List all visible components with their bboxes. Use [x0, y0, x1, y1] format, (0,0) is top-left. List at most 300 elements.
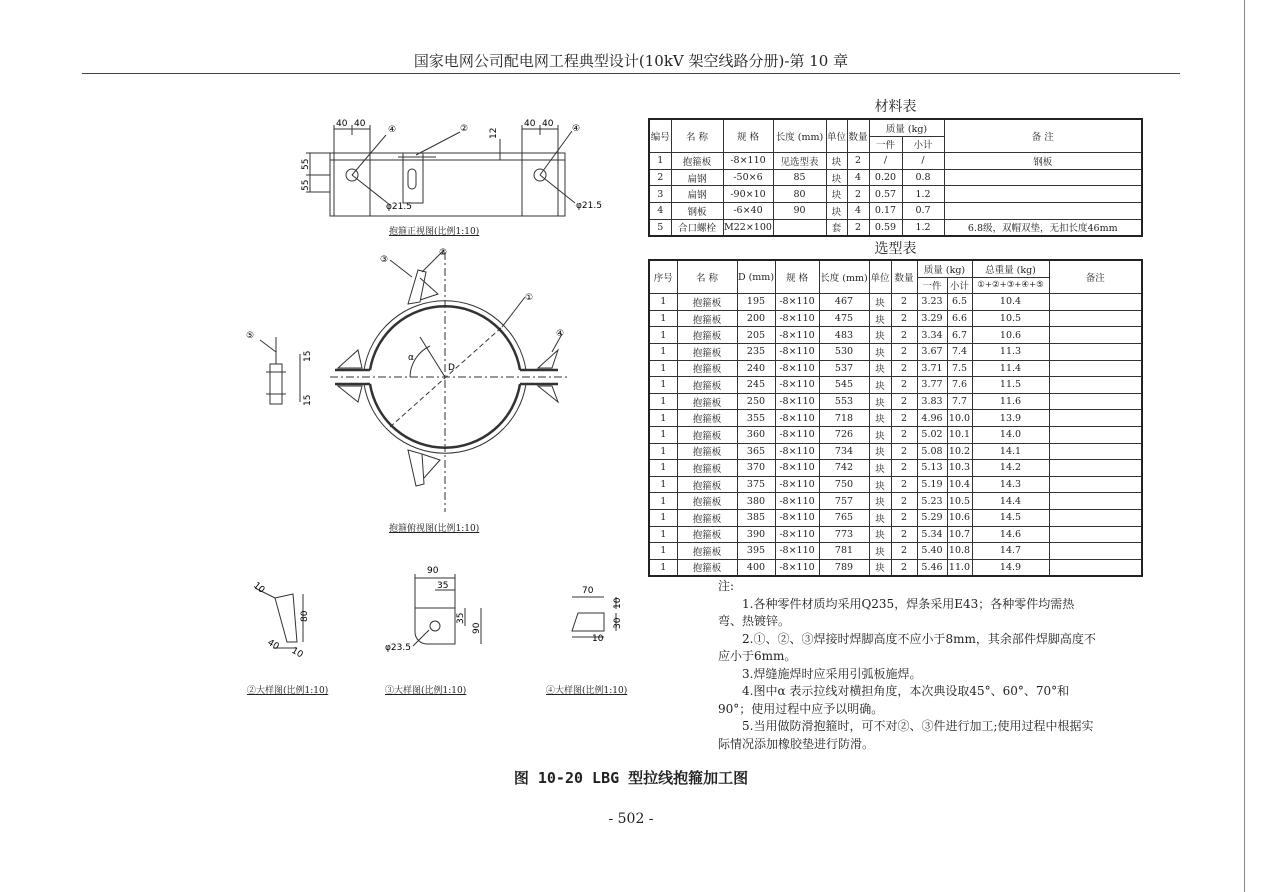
table-cell-remark [944, 202, 1142, 219]
table-cell-qty: 2 [891, 393, 917, 410]
front-view-caption: 抱箍正视图(比例1:10) [389, 227, 480, 237]
table-cell-unit: 块 [869, 327, 891, 344]
table-cell-sub: 0.8 [902, 169, 944, 186]
table-cell-each: 3.29 [917, 310, 947, 327]
detail-3-hole [430, 621, 440, 631]
table-cell-total: 13.9 [972, 410, 1049, 427]
table-cell-unit: 块 [826, 186, 847, 203]
table-cell-each: 5.19 [917, 476, 947, 493]
table-row [649, 377, 1142, 394]
table-cell-length: 789 [819, 559, 869, 576]
detail-4-caption: ④大样图(比例1:10) [546, 686, 628, 696]
callout-4-left: ④ [388, 125, 397, 135]
table-cell-remark [1049, 343, 1142, 360]
table-cell-qty: 2 [891, 310, 917, 327]
table-cell-unit: 块 [826, 169, 847, 186]
table-cell-spec: -8×110 [775, 377, 819, 394]
table-cell-length: 483 [819, 327, 869, 344]
selection-table [648, 259, 1143, 577]
table-cell-sub: 1.2 [902, 186, 944, 203]
table-cell-spec: -8×110 [775, 410, 819, 427]
table-cell-each: 5.34 [917, 526, 947, 543]
table-cell-total: 11.6 [972, 393, 1049, 410]
diameter-label: D [448, 363, 455, 373]
table-cell-no: 1 [649, 509, 677, 526]
table-cell-spec: -8×110 [775, 393, 819, 410]
table-row [649, 360, 1142, 377]
table-row [649, 543, 1142, 560]
table-cell-sub: 10.8 [947, 543, 972, 560]
selection-header-row [649, 260, 1142, 277]
table-cell-length: 见选型表 [773, 153, 826, 170]
table-cell-name: 抱箍板 [677, 327, 737, 344]
table-cell-name: 抱箍板 [677, 377, 737, 394]
table-cell-unit: 块 [826, 153, 847, 170]
table-cell-name: 抱箍板 [677, 310, 737, 327]
table-cell-length: 726 [819, 426, 869, 443]
table-cell-spec: -8×110 [723, 153, 773, 170]
table-cell-spec: -8×110 [775, 559, 819, 576]
table-cell-name: 抱箍板 [677, 443, 737, 460]
table-cell-no: 1 [649, 377, 677, 394]
table-cell-each: 3.67 [917, 343, 947, 360]
dim-35-b: 35 [456, 612, 466, 624]
table-cell-no: 3 [649, 186, 671, 203]
table-cell-no: 1 [649, 310, 677, 327]
table-cell-remark [944, 169, 1142, 186]
table-row [649, 153, 1142, 170]
table-cell-unit: 块 [869, 493, 891, 510]
table-cell-total: 14.5 [972, 509, 1049, 526]
header-qty: 数量 [847, 119, 869, 153]
table-cell-d: 235 [737, 343, 775, 360]
table-cell-remark [1049, 509, 1142, 526]
callout-2: ② [460, 124, 469, 134]
table-cell-unit: 块 [869, 393, 891, 410]
table-cell-no: 1 [649, 360, 677, 377]
table-cell-name: 抱箍板 [677, 559, 737, 576]
selection-table-title: 选型表 [874, 241, 917, 257]
table-cell-name: 抱箍板 [677, 493, 737, 510]
table-cell-unit: 块 [869, 543, 891, 560]
table-cell-sub: 10.5 [947, 493, 972, 510]
table-cell-remark [1049, 393, 1142, 410]
header-total: 总重量 (kg) [972, 260, 1049, 277]
table-cell-length: 545 [819, 377, 869, 394]
table-cell-remark [1049, 327, 1142, 344]
table-cell-total: 14.7 [972, 543, 1049, 560]
dim-80: 80 [300, 610, 310, 622]
phi-right: φ21.5 [576, 201, 602, 211]
header-mass: 质量 (kg) [869, 119, 944, 136]
table-row [649, 202, 1142, 219]
table-cell-unit: 块 [869, 509, 891, 526]
dim-55-b: 55 [301, 179, 311, 191]
table-cell-unit: 块 [869, 559, 891, 576]
table-cell-total: 14.0 [972, 426, 1049, 443]
table-cell-each: 3.71 [917, 360, 947, 377]
table-cell-sub: 10.4 [947, 476, 972, 493]
right-margin-rule [1244, 0, 1245, 892]
table-cell-no: 2 [649, 169, 671, 186]
table-row [649, 509, 1142, 526]
dim-90: 90 [427, 566, 439, 576]
table-cell-spec: -8×110 [775, 426, 819, 443]
table-row [649, 169, 1142, 186]
table-cell-each: 3.83 [917, 393, 947, 410]
table-cell-unit: 块 [869, 410, 891, 427]
table-cell-qty: 2 [891, 294, 917, 311]
table-row [649, 493, 1142, 510]
detail-3-drawing [385, 562, 495, 662]
table-cell-total: 11.3 [972, 343, 1049, 360]
dim-35-a: 35 [437, 581, 449, 591]
table-cell-sub: 11.0 [947, 559, 972, 576]
table-cell-unit: 块 [869, 460, 891, 477]
callout-4: ④ [556, 329, 565, 339]
note-item: 5.当用做防滑抱箍时，可不对②、③件进行加工;使用过程中根据实际情况添加橡胶垫进行防滑。 [718, 719, 1094, 751]
table-cell-remark: 6.8级，双帽双垫，无扣长度46mm [944, 219, 1142, 236]
table-cell-sub: 10.1 [947, 426, 972, 443]
table-cell-length: 773 [819, 526, 869, 543]
dim-40-c: 40 [524, 119, 536, 129]
table-cell-sub: 10.2 [947, 443, 972, 460]
table-cell-d: 205 [737, 327, 775, 344]
table-cell-length: 757 [819, 493, 869, 510]
header-no: 编号 [649, 119, 671, 153]
table-row [649, 343, 1142, 360]
table-cell-remark [1049, 443, 1142, 460]
table-cell-qty: 2 [891, 526, 917, 543]
table-cell-sub: 7.6 [947, 377, 972, 394]
dim-55-a: 55 [301, 158, 311, 170]
table-cell-qty: 2 [891, 410, 917, 427]
table-cell-remark [1049, 460, 1142, 477]
table-cell-spec: -8×110 [775, 343, 819, 360]
table-cell-no: 1 [649, 343, 677, 360]
dim-90-b: 90 [472, 622, 482, 634]
table-cell-each: 5.23 [917, 493, 947, 510]
table-cell-qty: 2 [891, 443, 917, 460]
table-cell-unit: 块 [869, 343, 891, 360]
dim-40: 40 [265, 637, 281, 653]
table-cell-remark [1049, 294, 1142, 311]
dim-15-b: 15 [303, 394, 313, 406]
dim-10: 10 [613, 597, 623, 609]
table-cell-d: 385 [737, 509, 775, 526]
table-cell-name: 抱箍板 [677, 410, 737, 427]
callout-1: ① [525, 293, 534, 303]
table-cell-sub: 7.7 [947, 393, 972, 410]
table-row [649, 426, 1142, 443]
table-cell-qty: 2 [891, 327, 917, 344]
table-cell-spec: -8×110 [775, 493, 819, 510]
callout-2: ② [439, 248, 448, 258]
table-cell-no: 1 [649, 327, 677, 344]
table-cell-spec: -90×10 [723, 186, 773, 203]
page-number: - 502 - [608, 811, 654, 827]
table-cell-unit: 块 [869, 377, 891, 394]
table-cell-sub: 7.5 [947, 360, 972, 377]
table-row [649, 310, 1142, 327]
phi-23-5: φ23.5 [385, 643, 411, 653]
table-cell-sub: 0.7 [902, 202, 944, 219]
table-cell-unit: 块 [869, 310, 891, 327]
callout-3: ③ [380, 255, 389, 265]
table-cell-name: 抱箍板 [677, 460, 737, 477]
phi-left: φ21.5 [386, 202, 412, 212]
table-cell-no: 1 [649, 476, 677, 493]
table-cell-name: 抱箍板 [677, 526, 737, 543]
table-cell-length [773, 219, 826, 236]
table-cell-total: 10.4 [972, 294, 1049, 311]
table-cell-spec: -8×110 [775, 294, 819, 311]
table-cell-length: 718 [819, 410, 869, 427]
header-length: 长度 (mm) [773, 119, 826, 153]
table-cell-total: 10.5 [972, 310, 1049, 327]
table-cell-spec: -8×110 [775, 526, 819, 543]
table-cell-name: 抱箍板 [677, 509, 737, 526]
table-cell-length: 475 [819, 310, 869, 327]
detail-4-plate [572, 613, 604, 631]
detail-2-caption: ②大样图(比例1:10) [247, 686, 329, 696]
table-cell-no: 1 [649, 426, 677, 443]
table-cell-total: 14.4 [972, 493, 1049, 510]
table-cell-d: 390 [737, 526, 775, 543]
table-cell-each: 3.23 [917, 294, 947, 311]
table-cell-qty: 4 [847, 169, 869, 186]
header-rule [82, 73, 1180, 74]
table-cell-qty: 2 [891, 559, 917, 576]
table-cell-unit: 块 [826, 202, 847, 219]
table-cell-each: 5.40 [917, 543, 947, 560]
table-cell-qty: 2 [847, 219, 869, 236]
table-cell-each: 3.34 [917, 327, 947, 344]
table-cell-length: 781 [819, 543, 869, 560]
detail-2-plate [275, 594, 297, 642]
table-cell-length: 553 [819, 393, 869, 410]
table-cell-d: 355 [737, 410, 775, 427]
table-cell-total: 14.9 [972, 559, 1049, 576]
table-cell-sub: 10.6 [947, 509, 972, 526]
callout-5: ⑤ [246, 331, 255, 341]
table-cell-length: 467 [819, 294, 869, 311]
header-mass: 质量 (kg) [917, 260, 972, 277]
dim-10-b: 10 [289, 645, 305, 660]
table-cell-length: 734 [819, 443, 869, 460]
table-cell-spec: -8×110 [775, 460, 819, 477]
notes-block [718, 578, 1098, 753]
table-cell-remark [1049, 476, 1142, 493]
table-cell-qty: 4 [847, 202, 869, 219]
table-cell-spec: -8×110 [775, 476, 819, 493]
table-cell-sub: 10.7 [947, 526, 972, 543]
table-cell-sub: 6.5 [947, 294, 972, 311]
dim-12: 12 [489, 127, 499, 139]
table-cell-sub: 6.6 [947, 310, 972, 327]
table-cell-no: 1 [649, 294, 677, 311]
table-cell-remark [944, 186, 1142, 203]
table-cell-sub: 1.2 [902, 219, 944, 236]
dim-70: 70 [582, 586, 594, 596]
table-cell-total: 14.2 [972, 460, 1049, 477]
table-cell-unit: 块 [869, 426, 891, 443]
figure-caption: 图 10-20 LBG 型拉线抱箍加工图 [513, 769, 749, 787]
dim-15-a: 15 [303, 350, 313, 362]
header-spec: 规 格 [723, 119, 773, 153]
table-cell-total: 11.5 [972, 377, 1049, 394]
table-cell-no: 4 [649, 202, 671, 219]
table-row [649, 294, 1142, 311]
table-cell-name: 抱箍板 [671, 153, 723, 170]
header-qty: 数量 [891, 260, 917, 294]
table-cell-d: 400 [737, 559, 775, 576]
note-item: 2.①、②、③焊接时焊脚高度不应小于8mm，其余部件焊脚高度不应小于6mm。 [718, 631, 1096, 663]
dim-40-b: 40 [354, 119, 366, 129]
table-cell-total: 10.6 [972, 327, 1049, 344]
detail-3-caption: ③大样图(比例1:10) [385, 686, 467, 696]
dim-10: 10 [251, 580, 267, 596]
header-length: 长度 (mm) [819, 260, 869, 294]
table-cell-sub: 6.7 [947, 327, 972, 344]
table-cell-each: 0.57 [869, 186, 902, 203]
table-cell-spec: M22×100 [723, 219, 773, 236]
top-view-drawing [240, 242, 600, 517]
table-cell-unit: 块 [869, 443, 891, 460]
table-cell-spec: -8×110 [775, 543, 819, 560]
table-cell-d: 250 [737, 393, 775, 410]
table-cell-no: 1 [649, 493, 677, 510]
table-cell-length: 750 [819, 476, 869, 493]
table-cell-each: 5.13 [917, 460, 947, 477]
table-row [649, 186, 1142, 203]
table-cell-sub: / [902, 153, 944, 170]
header-total-sub: ①+②+③+④+⑤ [972, 277, 1049, 294]
table-cell-unit: 块 [869, 294, 891, 311]
header-unit: 单位 [869, 260, 891, 294]
table-cell-unit: 套 [826, 219, 847, 236]
table-cell-qty: 2 [891, 543, 917, 560]
table-cell-qty: 2 [847, 153, 869, 170]
table-cell-sub: 10.3 [947, 460, 972, 477]
table-row [649, 559, 1142, 576]
dim-40-d: 40 [542, 119, 554, 129]
table-cell-remark [1049, 377, 1142, 394]
table-cell-qty: 2 [891, 377, 917, 394]
note-item: 3.焊缝施焊时应采用引弧板施焊。 [742, 666, 922, 681]
table-cell-each: 5.29 [917, 509, 947, 526]
table-cell-each: 5.02 [917, 426, 947, 443]
note-item: 1.各种零件材质均采用Q235，焊条采用E43；各种零件均需热弯、热镀锌。 [718, 596, 1075, 628]
detail-4-drawing [560, 575, 640, 645]
table-cell-no: 1 [649, 460, 677, 477]
table-cell-d: 370 [737, 460, 775, 477]
table-cell-qty: 2 [891, 360, 917, 377]
table-cell-each: 0.17 [869, 202, 902, 219]
table-cell-remark [1049, 360, 1142, 377]
table-cell-d: 395 [737, 543, 775, 560]
header-name: 名 称 [677, 260, 737, 294]
table-cell-d: 245 [737, 377, 775, 394]
hoop-plate-outline [330, 153, 565, 216]
dim-40-a: 40 [336, 119, 348, 129]
alpha-label: α [408, 353, 414, 363]
table-cell-remark [1049, 426, 1142, 443]
header-spec: 规 格 [775, 260, 819, 294]
table-cell-length: 742 [819, 460, 869, 477]
table-cell-qty: 2 [891, 426, 917, 443]
dim-30: 30 [613, 617, 623, 629]
table-row [649, 219, 1142, 236]
table-cell-d: 240 [737, 360, 775, 377]
table-cell-spec: -8×110 [775, 310, 819, 327]
table-row [649, 526, 1142, 543]
table-cell-each: 0.20 [869, 169, 902, 186]
table-cell-spec: -8×110 [775, 327, 819, 344]
material-table-title: 材料表 [874, 99, 917, 115]
table-cell-name: 钢板 [671, 202, 723, 219]
table-cell-name: 抱箍板 [677, 294, 737, 311]
table-cell-remark [1049, 559, 1142, 576]
table-cell-remark [1049, 410, 1142, 427]
header-mass-each: 一件 [869, 136, 902, 153]
table-cell-spec: -8×110 [775, 443, 819, 460]
table-cell-unit: 块 [869, 360, 891, 377]
table-cell-sub: 10.0 [947, 410, 972, 427]
table-cell-no: 1 [649, 526, 677, 543]
table-row [649, 327, 1142, 344]
table-cell-each: 3.77 [917, 377, 947, 394]
table-cell-length: 85 [773, 169, 826, 186]
table-cell-qty: 2 [891, 460, 917, 477]
table-cell-spec: -6×40 [723, 202, 773, 219]
table-cell-no: 1 [649, 443, 677, 460]
table-cell-name: 扁钢 [671, 186, 723, 203]
table-row [649, 393, 1142, 410]
table-cell-each: / [869, 153, 902, 170]
table-cell-remark: 钢板 [944, 153, 1142, 170]
table-cell-length: 90 [773, 202, 826, 219]
table-cell-qty: 2 [891, 509, 917, 526]
table-cell-d: 380 [737, 493, 775, 510]
table-cell-no: 1 [649, 543, 677, 560]
header-remark: 备 注 [944, 119, 1142, 153]
table-cell-name: 抱箍板 [677, 426, 737, 443]
table-cell-each: 5.46 [917, 559, 947, 576]
table-cell-name: 抱箍板 [677, 476, 737, 493]
table-cell-total: 14.6 [972, 526, 1049, 543]
table-row [649, 460, 1142, 477]
table-cell-length: 80 [773, 186, 826, 203]
table-cell-qty: 2 [891, 476, 917, 493]
table-cell-name: 合口螺栓 [671, 219, 723, 236]
table-cell-remark [1049, 493, 1142, 510]
table-cell-qty: 2 [891, 343, 917, 360]
top-view-caption: 抱箍俯视图(比例1:10) [389, 524, 480, 534]
table-cell-d: 360 [737, 426, 775, 443]
table-cell-d: 365 [737, 443, 775, 460]
table-cell-remark [1049, 526, 1142, 543]
table-cell-remark [1049, 543, 1142, 560]
header-no: 序号 [649, 260, 677, 294]
table-cell-unit: 块 [869, 476, 891, 493]
table-cell-total: 14.1 [972, 443, 1049, 460]
table-cell-sub: 7.4 [947, 343, 972, 360]
material-table [648, 118, 1143, 237]
table-cell-length: 537 [819, 360, 869, 377]
dim-10-b: 10 [592, 634, 604, 644]
table-cell-name: 扁钢 [671, 169, 723, 186]
